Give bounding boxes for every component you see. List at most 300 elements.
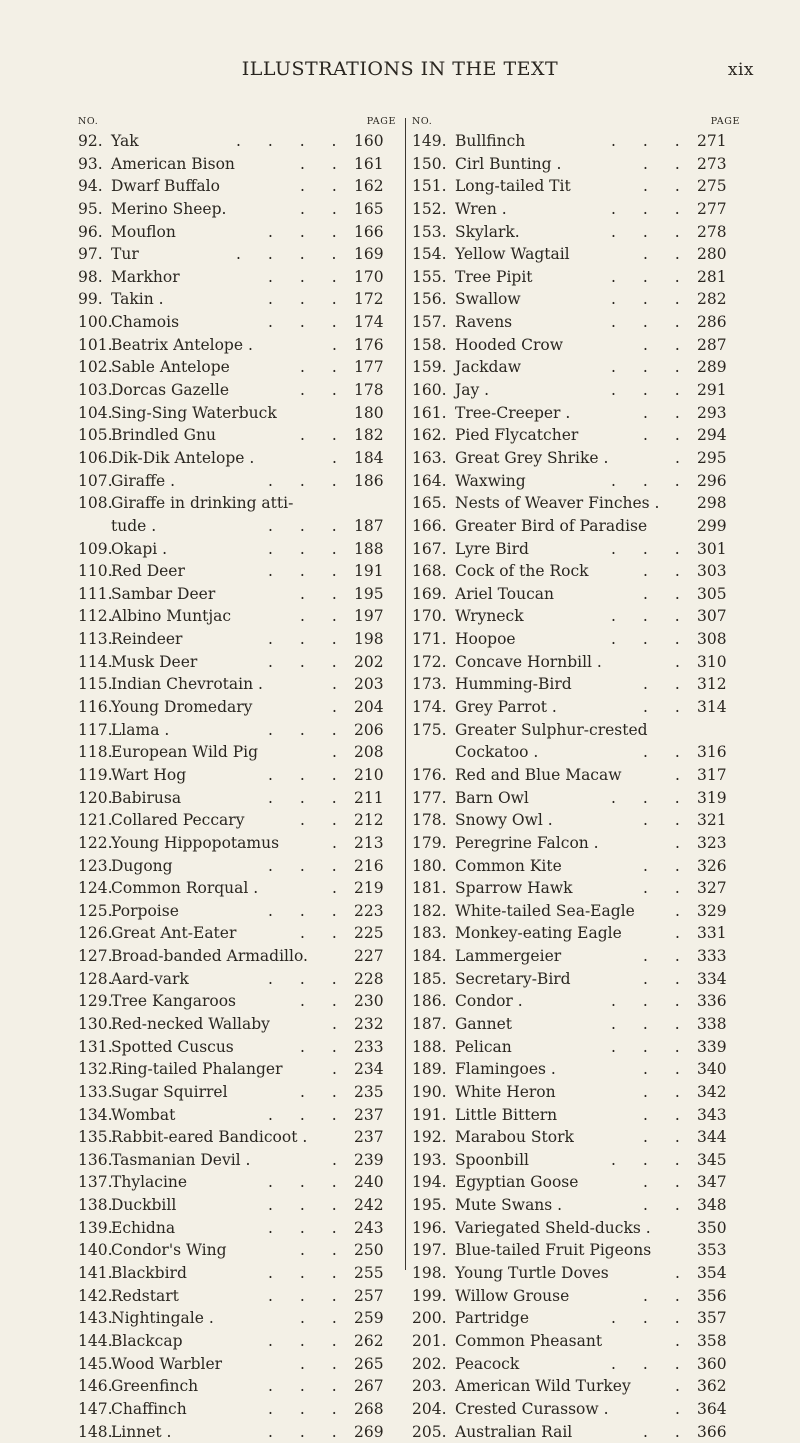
- item-title: Merino Sheep.: [111, 199, 227, 218]
- leader-dots: . . .: [268, 471, 348, 490]
- item-number: 100.: [78, 313, 113, 332]
- item-title: Dik-Dik Antelope .: [111, 448, 255, 467]
- list-item: [412, 1149, 742, 1172]
- leader-dots: . .: [300, 584, 348, 603]
- item-number: 118.: [78, 743, 113, 762]
- leader-dots: . .: [300, 992, 348, 1011]
- item-page: 316: [697, 743, 727, 762]
- item-number: 101.: [78, 335, 113, 354]
- item-number: 112.: [78, 607, 113, 626]
- item-title: Indian Chevrotain .: [111, 675, 263, 694]
- leader-dots: . . .: [268, 630, 348, 649]
- item-title: Mouflon: [111, 222, 176, 241]
- item-title: European Wild Pig: [111, 743, 259, 762]
- item-title: Giraffe in drinking atti-: [111, 494, 294, 513]
- leader-dots: . .: [300, 924, 348, 943]
- list-item: [78, 809, 398, 832]
- item-page: 354: [697, 1264, 727, 1283]
- leader-dots: .: [332, 1060, 348, 1079]
- item-title: Australian Rail: [455, 1422, 573, 1441]
- item-title: Spotted Cuscus: [111, 1037, 234, 1056]
- item-title: Sable Antelope: [111, 358, 230, 377]
- item-number: 134.: [78, 1105, 113, 1124]
- item-title: Porpoise: [111, 901, 179, 920]
- list-item: [78, 1036, 398, 1059]
- item-title: Babirusa: [111, 788, 182, 807]
- list-item: [78, 447, 398, 470]
- list-item: [78, 379, 398, 402]
- item-title: Tasmanian Devil .: [111, 1150, 251, 1169]
- leader-dots: . . .: [268, 1331, 348, 1350]
- item-page: 343: [697, 1105, 727, 1124]
- leader-dots: . . . .: [236, 245, 348, 264]
- item-title: Takin .: [111, 290, 164, 309]
- leader-dots: . . .: [268, 222, 348, 241]
- leader-dots: .: [332, 698, 348, 717]
- list-item: [412, 809, 742, 832]
- item-title: Wood Warbler: [111, 1354, 223, 1373]
- list-item: [78, 968, 398, 991]
- list-item: [412, 855, 742, 878]
- list-item: [78, 922, 398, 945]
- item-number: 141.: [78, 1264, 113, 1283]
- list-item: [412, 1262, 742, 1285]
- item-number: 198.: [412, 1264, 447, 1283]
- item-number: 117.: [78, 720, 113, 739]
- item-title: Cock of the Rock: [455, 562, 589, 581]
- list-item: [412, 243, 742, 266]
- item-number: 195.: [412, 1196, 447, 1215]
- item-page: 242: [354, 1196, 384, 1215]
- list-item: [78, 560, 398, 583]
- list-item: [412, 990, 742, 1013]
- item-title: Broad-banded Armadillo.: [111, 947, 308, 966]
- item-page: 296: [697, 471, 727, 490]
- item-number: 114.: [78, 652, 113, 671]
- item-page: 323: [697, 833, 727, 852]
- list-item: [78, 515, 398, 538]
- item-number: 202.: [412, 1354, 447, 1373]
- list-item: [412, 673, 742, 696]
- leader-dots: . . .: [611, 222, 691, 241]
- item-number: 110.: [78, 562, 113, 581]
- item-number: 137.: [78, 1173, 113, 1192]
- leader-dots: . .: [643, 177, 691, 196]
- item-number: 111.: [78, 584, 113, 603]
- item-page: 303: [697, 562, 727, 581]
- no-header: NO.: [412, 116, 433, 127]
- list-item: [412, 922, 742, 945]
- leader-dots: . .: [300, 154, 348, 173]
- item-title: Ring-tailed Phalanger: [111, 1060, 283, 1079]
- leader-dots: . .: [300, 381, 348, 400]
- leader-dots: . . .: [611, 381, 691, 400]
- list-item: [412, 153, 742, 176]
- list-item: [412, 1285, 742, 1308]
- item-page: 347: [697, 1173, 727, 1192]
- item-title: Dugong: [111, 856, 173, 875]
- page-number: xix: [727, 60, 754, 80]
- item-title: Blackcap: [111, 1331, 183, 1350]
- item-page: 216: [354, 856, 384, 875]
- right-column-header: [412, 116, 742, 130]
- item-number: 149.: [412, 132, 447, 150]
- leader-dots: .: [332, 448, 348, 467]
- item-page: 282: [697, 290, 727, 309]
- list-item: [78, 221, 398, 244]
- item-number: 155.: [412, 267, 447, 286]
- list-item: [78, 605, 398, 628]
- item-number: 94.: [78, 177, 103, 196]
- list-item: [412, 1058, 742, 1081]
- item-number: 197.: [412, 1241, 447, 1260]
- item-page: 182: [354, 426, 384, 445]
- item-number: 175.: [412, 720, 447, 739]
- item-number: 184.: [412, 947, 447, 966]
- item-page: 356: [697, 1286, 727, 1305]
- list-item: [78, 1104, 398, 1127]
- item-page: 237: [354, 1128, 384, 1147]
- item-page: 275: [697, 177, 727, 196]
- list-item: [412, 1421, 742, 1443]
- item-number: 96.: [78, 222, 103, 241]
- item-page: 206: [354, 720, 384, 739]
- item-page: 219: [354, 879, 384, 898]
- leader-dots: . .: [300, 1037, 348, 1056]
- item-page: 202: [354, 652, 384, 671]
- item-title: American Bison: [111, 154, 235, 173]
- leader-dots: . .: [643, 1286, 691, 1305]
- item-page: 211: [354, 788, 384, 807]
- leader-dots: .: [675, 1331, 691, 1350]
- list-item: [412, 379, 742, 402]
- item-page: 232: [354, 1014, 384, 1033]
- running-header: [0, 58, 800, 88]
- item-number: 166.: [412, 516, 447, 535]
- list-item: [412, 175, 742, 198]
- list-item: [412, 402, 742, 425]
- list-item: [78, 877, 398, 900]
- item-title: Dorcas Gazelle: [111, 381, 230, 400]
- list-item: [78, 1307, 398, 1330]
- leader-dots: . . .: [268, 1196, 348, 1215]
- item-number: 157.: [412, 313, 447, 332]
- list-item: [412, 900, 742, 923]
- item-title: Linnet .: [111, 1422, 172, 1441]
- list-item: [78, 334, 398, 357]
- leader-dots: . .: [300, 426, 348, 445]
- leader-dots: . .: [643, 245, 691, 264]
- item-page: 210: [354, 765, 384, 784]
- left-column-header: [78, 116, 398, 130]
- leader-dots: . .: [643, 947, 691, 966]
- leader-dots: . . .: [268, 290, 348, 309]
- list-item: [78, 1171, 398, 1194]
- leader-dots: . .: [300, 811, 348, 830]
- item-page: 301: [697, 539, 727, 558]
- item-title: Collared Peccary: [111, 811, 245, 830]
- item-title: White Heron: [455, 1082, 556, 1101]
- item-title: Dwarf Buffalo: [111, 177, 220, 196]
- item-page: 278: [697, 222, 727, 241]
- list-item: [78, 719, 398, 742]
- item-page: 177: [354, 358, 384, 377]
- item-number: 106.: [78, 448, 113, 467]
- item-page: 310: [697, 652, 727, 671]
- item-number: 191.: [412, 1105, 447, 1124]
- item-number: 113.: [78, 630, 113, 649]
- leader-dots: . .: [643, 1196, 691, 1215]
- list-item: [78, 990, 398, 1013]
- item-title: Yak: [111, 132, 139, 150]
- item-title: Tree Kangaroos: [111, 992, 237, 1011]
- leader-dots: . . .: [268, 1264, 348, 1283]
- list-item: [78, 1013, 398, 1036]
- item-page: 327: [697, 879, 727, 898]
- item-title: Cockatoo .: [455, 743, 539, 762]
- item-number: 95.: [78, 199, 103, 218]
- list-item: [412, 1353, 742, 1376]
- item-page: 360: [697, 1354, 727, 1373]
- item-number: 102.: [78, 358, 113, 377]
- leader-dots: . .: [300, 1309, 348, 1328]
- list-item: [412, 1217, 742, 1240]
- item-number: 147.: [78, 1399, 113, 1418]
- item-title: Giraffe .: [111, 471, 176, 490]
- item-page: 243: [354, 1218, 384, 1237]
- item-page: 331: [697, 924, 727, 943]
- item-page: 357: [697, 1309, 727, 1328]
- list-item: [78, 1126, 398, 1149]
- leader-dots: . . .: [611, 471, 691, 490]
- item-title: Grey Parrot .: [455, 698, 557, 717]
- item-page: 286: [697, 313, 727, 332]
- item-title: Spoonbill: [455, 1150, 529, 1169]
- leader-dots: . . .: [268, 765, 348, 784]
- item-page: 197: [354, 607, 384, 626]
- item-number: 121.: [78, 811, 113, 830]
- item-page: 234: [354, 1060, 384, 1079]
- list-item: [412, 583, 742, 606]
- list-item: [412, 1375, 742, 1398]
- leader-dots: . .: [300, 358, 348, 377]
- list-item: [78, 1058, 398, 1081]
- item-title: Secretary-Bird: [455, 969, 571, 988]
- item-number: 180.: [412, 856, 447, 875]
- item-title: Wren .: [455, 199, 507, 218]
- item-number: 201.: [412, 1331, 447, 1350]
- item-number: 97.: [78, 245, 103, 264]
- item-title: Rabbit-eared Bandicoot .: [111, 1128, 308, 1147]
- item-title: Lammergeier: [455, 947, 562, 966]
- item-number: 171.: [412, 630, 447, 649]
- item-number: 178.: [412, 811, 447, 830]
- item-page: 366: [697, 1422, 727, 1441]
- item-page: 362: [697, 1377, 727, 1396]
- item-page: 259: [354, 1309, 384, 1328]
- leader-dots: . .: [643, 879, 691, 898]
- item-page: 271: [697, 132, 727, 150]
- leader-dots: .: [675, 924, 691, 943]
- item-page: 191: [354, 562, 384, 581]
- list-item: [78, 266, 398, 289]
- list-item: [78, 764, 398, 787]
- list-item: [412, 696, 742, 719]
- list-item: [412, 221, 742, 244]
- list-item: [412, 130, 742, 153]
- leader-dots: . . .: [268, 788, 348, 807]
- item-page: 230: [354, 992, 384, 1011]
- list-item: [78, 288, 398, 311]
- item-page: 198: [354, 630, 384, 649]
- leader-dots: . .: [643, 1082, 691, 1101]
- leader-dots: . . .: [268, 1286, 348, 1305]
- item-number: 186.: [412, 992, 447, 1011]
- item-number: 167.: [412, 539, 447, 558]
- list-item: [78, 1217, 398, 1240]
- item-title: American Wild Turkey: [455, 1377, 631, 1396]
- list-item: [412, 1330, 742, 1353]
- list-item: [78, 1285, 398, 1308]
- item-page: 267: [354, 1377, 384, 1396]
- item-page: 262: [354, 1331, 384, 1350]
- item-title: Beatrix Antelope .: [111, 335, 253, 354]
- item-title: Monkey-eating Eagle: [455, 924, 622, 943]
- item-title: Sugar Squirrel: [111, 1082, 228, 1101]
- item-page: 208: [354, 743, 384, 762]
- item-number: 128.: [78, 969, 113, 988]
- list-item: [412, 288, 742, 311]
- item-page: 291: [697, 381, 727, 400]
- item-number: 189.: [412, 1060, 447, 1079]
- item-page: 348: [697, 1196, 727, 1215]
- leader-dots: . .: [643, 743, 691, 762]
- list-item: [412, 1171, 742, 1194]
- list-item: [78, 243, 398, 266]
- item-number: 170.: [412, 607, 447, 626]
- item-page: 319: [697, 788, 727, 807]
- leader-dots: .: [675, 1399, 691, 1418]
- list-item: [412, 447, 742, 470]
- leader-dots: . .: [643, 1173, 691, 1192]
- list-item: [78, 424, 398, 447]
- item-number: 115.: [78, 675, 113, 694]
- item-number: 125.: [78, 901, 113, 920]
- leader-dots: . . .: [611, 290, 691, 309]
- item-number: 144.: [78, 1331, 113, 1350]
- item-title: Willow Grouse: [455, 1286, 570, 1305]
- item-page: 225: [354, 924, 384, 943]
- item-page: 280: [697, 245, 727, 264]
- item-page: 273: [697, 154, 727, 173]
- item-page: 228: [354, 969, 384, 988]
- item-title: Duckbill: [111, 1196, 177, 1215]
- item-title: Echidna: [111, 1218, 176, 1237]
- item-number: 204.: [412, 1399, 447, 1418]
- item-title: Sambar Deer: [111, 584, 216, 603]
- leader-dots: .: [675, 765, 691, 784]
- item-number: 124.: [78, 879, 113, 898]
- item-page: 223: [354, 901, 384, 920]
- item-number: 163.: [412, 448, 447, 467]
- list-item: [78, 855, 398, 878]
- item-title: Blackbird: [111, 1264, 187, 1283]
- item-title: Greenfinch: [111, 1377, 199, 1396]
- item-number: 174.: [412, 698, 447, 717]
- list-item: [412, 198, 742, 221]
- item-title: Ariel Toucan: [455, 584, 554, 603]
- leader-dots: .: [675, 652, 691, 671]
- list-item: [78, 1239, 398, 1262]
- item-title: Crested Curassow .: [455, 1399, 609, 1418]
- item-title: Young Hippopotamus: [111, 833, 280, 852]
- item-number: 205.: [412, 1422, 447, 1441]
- item-number: 168.: [412, 562, 447, 581]
- item-title: Sparrow Hawk: [455, 879, 573, 898]
- item-page: 277: [697, 199, 727, 218]
- list-item: [412, 311, 742, 334]
- item-title: Tree-Creeper .: [455, 403, 571, 422]
- list-item: [412, 1036, 742, 1059]
- item-page: 307: [697, 607, 727, 626]
- item-title: Pied Flycatcher: [455, 426, 579, 445]
- item-number: 199.: [412, 1286, 447, 1305]
- leader-dots: . .: [643, 403, 691, 422]
- item-page: 204: [354, 698, 384, 717]
- leader-dots: . . .: [268, 901, 348, 920]
- leader-dots: . . .: [268, 313, 348, 332]
- item-page: 295: [697, 448, 727, 467]
- item-number: 194.: [412, 1173, 447, 1192]
- item-title: Common Pheasant: [455, 1331, 603, 1350]
- list-item: [78, 402, 398, 425]
- item-page: 162: [354, 177, 384, 196]
- leader-dots: . . .: [268, 720, 348, 739]
- item-number: 142.: [78, 1286, 113, 1305]
- item-title: Llama .: [111, 720, 170, 739]
- item-title: Sing-Sing Waterbuck: [111, 403, 277, 422]
- leader-dots: . . .: [268, 1173, 348, 1192]
- list-item: [78, 1262, 398, 1285]
- list-item: [78, 470, 398, 493]
- list-item: [412, 1104, 742, 1127]
- item-page: 212: [354, 811, 384, 830]
- item-title: Pelican: [455, 1037, 512, 1056]
- leader-dots: . . .: [611, 267, 691, 286]
- item-title: Snowy Owl .: [455, 811, 553, 830]
- item-title: Jackdaw: [455, 358, 521, 377]
- item-title: Peacock: [455, 1354, 520, 1373]
- item-page: 186: [354, 471, 384, 490]
- list-item: [412, 1013, 742, 1036]
- list-item: [412, 515, 742, 538]
- item-title: Young Turtle Doves: [455, 1264, 609, 1283]
- item-page: 339: [697, 1037, 727, 1056]
- item-number: 148.: [78, 1422, 113, 1441]
- list-item: [78, 356, 398, 379]
- item-number: 103.: [78, 381, 113, 400]
- item-page: 170: [354, 267, 384, 286]
- item-title: Mute Swans .: [455, 1196, 563, 1215]
- leader-dots: .: [332, 675, 348, 694]
- item-title: Concave Hornbill .: [455, 652, 602, 671]
- item-number: 164.: [412, 471, 447, 490]
- list-item: [78, 311, 398, 334]
- item-title: Great Grey Shrike .: [455, 448, 609, 467]
- item-title: Great Ant-Eater: [111, 924, 237, 943]
- leader-dots: . .: [300, 1241, 348, 1260]
- item-title: Gannet: [455, 1014, 512, 1033]
